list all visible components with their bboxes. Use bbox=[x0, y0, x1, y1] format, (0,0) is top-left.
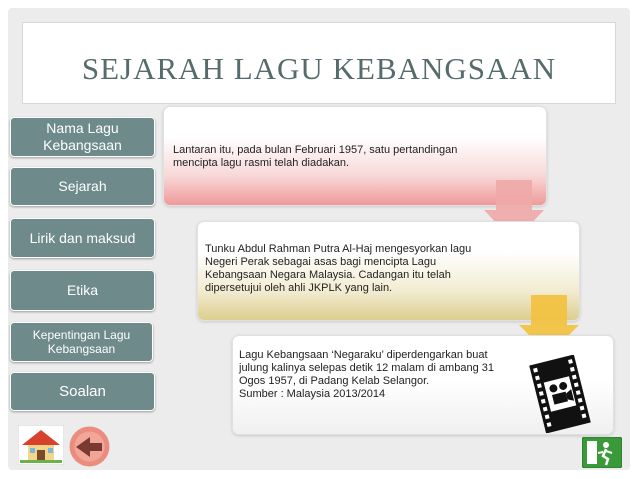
nav-etika[interactable]: Etika bbox=[10, 270, 155, 311]
exit-icon[interactable] bbox=[582, 437, 622, 468]
step-3-text: Lagu Kebangsaan ‘Negaraku’ diperdengarkan buat julung kalinya selepas detik 12 malam di ambang 31 Ogos 1957, di Padang Kelab Selangor. bbox=[239, 349, 494, 387]
nav-lirik-dan-maksud[interactable]: Lirik dan maksud bbox=[10, 218, 155, 258]
nav-kepentingan-lagu-kebangsaan[interactable]: Kepentingan Lagu Kebangsaan bbox=[10, 322, 153, 362]
page-title: SEJARAH LAGU KEBANGSAAN bbox=[81, 51, 557, 86]
step-2-text: Tunku Abdul Rahman Putra Al-Haj mengesyorkan lagu Negeri Perak sebagai asas bagi mencipta Lagu Kebangsaan Negara Malaysia. Cadangan itu telah dipersetujui oleh ahli JKPLK yang lain. bbox=[205, 243, 472, 294]
step-3-source: Sumber : Malaysia 2013/2014 bbox=[239, 388, 386, 400]
nav-nama-lagu-kebangsaan[interactable]: Nama Lagu Kebangsaan bbox=[10, 117, 155, 157]
home-icon[interactable] bbox=[18, 425, 64, 465]
film-camera-icon bbox=[527, 355, 593, 433]
nav-soalan[interactable]: Soalan bbox=[10, 372, 155, 411]
nav-sejarah[interactable]: Sejarah bbox=[10, 167, 155, 206]
step-1-text: Lantaran itu, pada bulan Februari 1957, satu pertandingan mencipta lagu rasmi telah diadakan. bbox=[173, 144, 458, 169]
back-icon[interactable] bbox=[68, 425, 111, 468]
title-box bbox=[22, 22, 616, 104]
